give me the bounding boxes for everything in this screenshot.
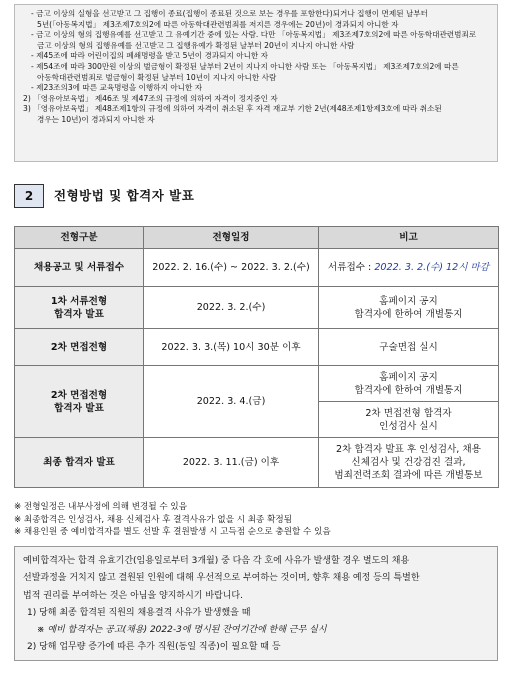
schedule-notes: [14, 501, 331, 539]
deadline-highlight: 2022. 3. 2.(수) 12시 마감: [374, 262, 490, 273]
disqualification-notes-box: [14, 4, 498, 162]
stage-note: [319, 287, 499, 329]
box-line: 예비합격자는 합격 유효기간(임용일로부터 3개월) 중 다음 각 호에 사유가 발생할 경우 별도의 채용: [23, 556, 410, 566]
schedule-table: [14, 226, 499, 488]
stage-note-line: 신체검사 및 건강검진 결과,: [351, 457, 466, 468]
table-row: [15, 329, 499, 366]
note-line: - 제54조에 따라 300만원 이상의 벌금형이 확정된 날부터 2년이 지나지 아니한 사람 또는 「아동복지법」 제3조제7호의2에 따른: [31, 61, 459, 71]
stage-note: [319, 249, 499, 287]
stage-note-line: 범죄전력조회 결과에 따른 개별통보: [334, 470, 483, 481]
box-line: 법적 권리를 부여하는 것은 아님을 양지하시기 바랍니다.: [23, 590, 243, 601]
stage-label: 최종 합격자 발표: [15, 438, 144, 488]
stage-label: 2차 면접전형: [15, 329, 144, 366]
stage-note: 구술면접 실시: [319, 329, 499, 366]
note-line: 3) 「영유아보육법」 제48조제1항의 규정에 의하여 자격이 취소된 후 자격 재교부 기한 2년(제48조제1항제3호에 따라 취소된: [23, 104, 442, 114]
stage-note: [319, 402, 499, 438]
stage-date: 2022. 2. 16.(수) ~ 2022. 3. 2.(수): [144, 249, 319, 287]
reserve-candidate-box: [14, 546, 498, 661]
stage-note-line: 2차 합격자 발표 후 인성검사, 채용: [336, 444, 481, 455]
box-line: 선발과정을 거치지 않고 결원된 인원에 대해 우선적으로 부여하는 것이며, 향후 채용 예정 등의 특별한: [23, 573, 420, 584]
stage-date: 2022. 3. 3.(목) 10시 30분 이후: [144, 329, 319, 366]
note-line: ※ 채용인원 중 예비합격자를 별도 선발 후 결원발생 시 고득점 순으로 충원할 수 있음: [14, 527, 331, 538]
note-line: ※ 최종합격은 인성검사, 채용 신체검사 후 결격사유가 없을 시 최종 확정됨: [14, 514, 292, 525]
column-header: 전형구분: [15, 227, 144, 249]
note-line: 아동학대관련범죄로 벌금형이 확정된 날부터 10년이 지나지 아니한 사람: [37, 72, 277, 82]
stage-note-line: 2차 면접전형 합격자: [365, 407, 452, 419]
section-number: 2: [14, 184, 44, 208]
note-line: - 금고 이상의 실형을 선고받고 그 집행이 종료(집행이 종료된 것으로 보는 경우를 포함한다)되거나 집행이 면제된 날부터: [31, 9, 428, 18]
note-line: - 제45조에 따라 어린이집의 폐쇄명령을 받고 5년이 경과되지 아니한 자: [31, 51, 269, 61]
stage-note-line: 홈페이지 공지: [379, 295, 438, 307]
stage-label: [15, 287, 144, 329]
note-line: - 제23조의3에 따른 교육명령을 이행하지 아니한 자: [31, 83, 203, 93]
note-line: 2) 「영유아보육법」 제46조 및 제47조의 규정에 의하여 자격이 정지중인 자: [23, 93, 278, 103]
stage-note-line: 합격자에 한하여 개별통지: [354, 308, 463, 320]
note-line: ※ 전형일정은 내부사정에 의해 변경될 수 있음: [14, 502, 188, 512]
note-line: 5년(「아동복지법」 제3조제7호의2에 따른 아동학대관련범죄를 저지른 경우에는 20년)이 경과되지 아니한 자: [37, 19, 399, 29]
stage-note-line: 합격자에 한하여 개별통지: [354, 384, 463, 396]
stage-note: [319, 438, 499, 488]
table-header-row: [15, 227, 499, 249]
stage-label-line: 합격자 발표: [54, 308, 104, 320]
stage-label-line: 2차 면접전형: [50, 389, 108, 401]
table-row: [15, 438, 499, 488]
box-line: 2) 당해 업무량 증가에 따른 추가 직원(동일 직종)이 필요할 때 등: [27, 642, 281, 653]
stage-note-line: 홈페이지 공지: [379, 371, 438, 383]
column-header: 전형일정: [144, 227, 319, 249]
box-line: ※ 예비 합격자는 공고(채용) 2022-3에 명시된 잔여기간에 한해 근무 실시: [37, 625, 327, 636]
note-line: 금고 이상의 형의 집행유예를 선고받고 그 집행유예가 확정된 날부터 20년이 지나지 아니한 사람: [37, 40, 355, 50]
stage-label-line: 1차 서류전형: [50, 295, 108, 307]
table-row: [15, 287, 499, 329]
table-row: [15, 249, 499, 287]
note-line: - 금고 이상의 형의 집행유예를 선고받고 그 유예기간 중에 있는 사람. 다만 「아동복지법」 제3조제7호의2에 따른 아동학대관련범죄로: [31, 30, 477, 40]
stage-date: 2022. 3. 4.(금): [144, 366, 319, 438]
column-header: 비고: [319, 227, 499, 249]
stage-label: [15, 366, 144, 438]
table-row: [15, 366, 499, 402]
stage-note: [319, 366, 499, 402]
stage-label: 채용공고 및 서류접수: [15, 249, 144, 287]
box-line: 1) 당해 최종 합격된 직원의 채용결격 사유가 발생했을 때: [27, 607, 251, 618]
section-title: 전형방법 및 합격자 발표: [54, 188, 195, 203]
stage-note-line: 인성검사 실시: [379, 420, 438, 432]
stage-date: 2022. 3. 11.(금) 이후: [144, 438, 319, 488]
note-line: 경우는 10년)이 경과되지 아니한 자: [37, 114, 155, 124]
stage-label-line: 합격자 발표: [54, 402, 104, 414]
note-prefix: 서류접수 :: [327, 262, 375, 273]
stage-date: 2022. 3. 2.(수): [144, 287, 319, 329]
